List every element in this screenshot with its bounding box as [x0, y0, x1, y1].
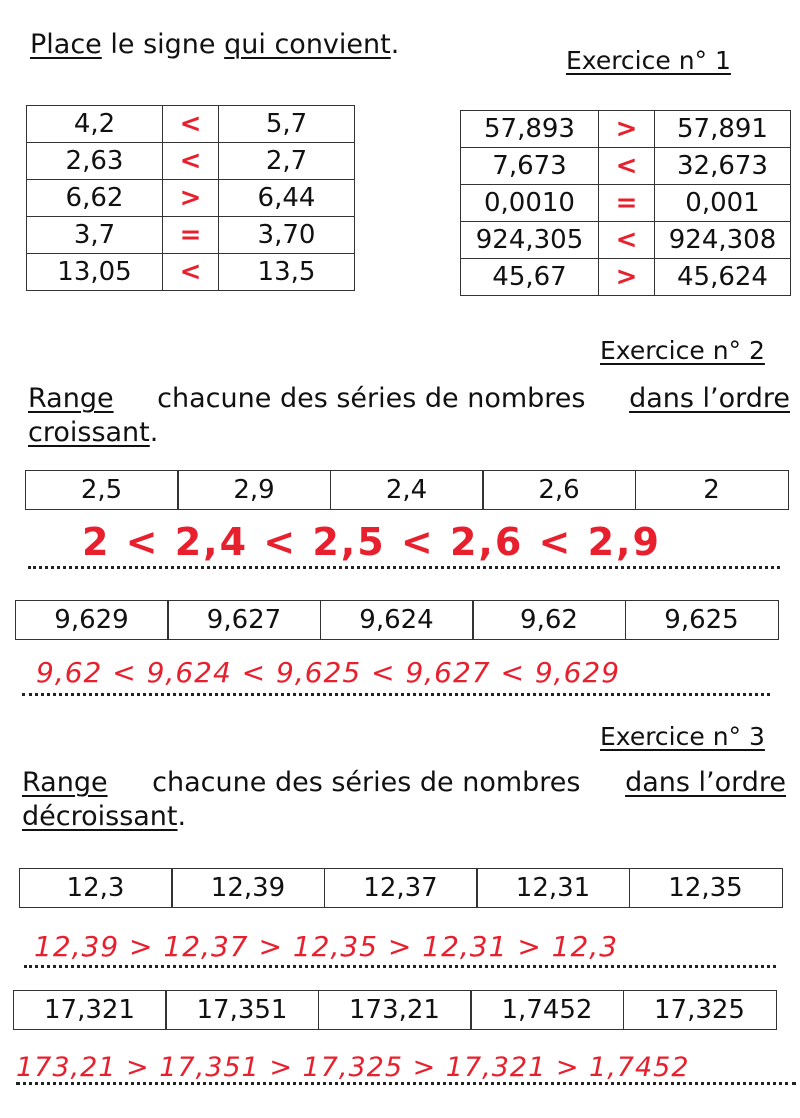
ex3-instruction-end-2: décroissant	[22, 801, 178, 832]
ex2-answer1-line	[28, 566, 780, 569]
value-left: 13,05	[27, 254, 163, 291]
ex3-instruction-end-1: dans l’ordre	[625, 767, 786, 798]
series-number-cell: 2,5	[25, 470, 179, 510]
series-number-cell: 17,325	[623, 990, 777, 1030]
value-left: 45,67	[461, 259, 599, 296]
comparison-sign: >	[599, 259, 655, 296]
value-left: 924,305	[461, 222, 599, 259]
ex2-instruction-mid: chacune des séries de nombres	[157, 383, 586, 414]
ex2-instruction-verb: Range	[28, 383, 114, 414]
ex3-answer1: 12,39 > 12,37 > 12,35 > 12,31 > 12,3	[34, 930, 619, 963]
comparison-row	[461, 185, 791, 222]
series-number-cell: 17,321	[13, 990, 167, 1030]
comparison-sign: =	[599, 185, 655, 222]
value-right: 13,5	[219, 254, 355, 291]
ex3-instruction-mid: chacune des séries de nombres	[152, 767, 581, 798]
ex1-instruction-end: qui convient	[224, 29, 391, 60]
ex2-instruction-end-2: croissant	[28, 417, 150, 448]
series-number-cell: 2,4	[330, 470, 484, 510]
value-left: 57,893	[461, 111, 599, 148]
series-number-cell: 9,625	[625, 600, 779, 640]
ex1-instruction-dot: .	[390, 29, 400, 60]
ex3-instruction	[22, 766, 786, 834]
ex2-title: Exercice n° 2	[600, 336, 765, 365]
comparison-row	[461, 111, 791, 148]
ex3-answer2: 173,21 > 17,351 > 17,325 > 17,321 > 1,7452	[16, 1052, 690, 1083]
ex1-instruction-mid: le signe	[110, 29, 216, 60]
value-right: 2,7	[219, 143, 355, 180]
ex2-series1-row	[26, 470, 789, 510]
ex1-title: Exercice n° 1	[566, 46, 731, 75]
value-right: 45,624	[655, 259, 791, 296]
value-left: 4,2	[27, 106, 163, 143]
series-number-cell: 12,3	[19, 868, 173, 908]
ex3-instruction-dot: .	[177, 801, 187, 832]
series-number-cell: 12,37	[324, 868, 478, 908]
ex2-instruction-dot: .	[149, 417, 159, 448]
comparison-row	[461, 222, 791, 259]
ex2-answer1: 2 < 2,4 < 2,5 < 2,6 < 2,9	[82, 520, 661, 564]
comparison-row	[27, 180, 355, 217]
series-number-cell: 9,62	[472, 600, 626, 640]
ex2-answer2-line	[22, 693, 770, 696]
value-right: 32,673	[655, 148, 791, 185]
ex2-instruction	[28, 382, 790, 450]
series-number-cell: 12,31	[476, 868, 630, 908]
value-left: 7,673	[461, 148, 599, 185]
value-right: 0,001	[655, 185, 791, 222]
value-right: 924,308	[655, 222, 791, 259]
series-number-cell: 2	[635, 470, 789, 510]
comparison-row	[27, 217, 355, 254]
ex2-answer2: 9,62 < 9,624 < 9,625 < 9,627 < 9,629	[36, 656, 621, 689]
ex2-instruction-end-1: dans l’ordre	[629, 383, 790, 414]
value-left: 6,62	[27, 180, 163, 217]
comparison-sign: <	[163, 143, 219, 180]
comparison-row	[27, 254, 355, 291]
value-left: 2,63	[27, 143, 163, 180]
ex1-left-table	[26, 105, 355, 291]
comparison-row	[461, 148, 791, 185]
ex3-series2-row	[14, 990, 777, 1030]
series-number-cell: 1,7452	[470, 990, 624, 1030]
comparison-sign: <	[163, 254, 219, 291]
comparison-row	[461, 259, 791, 296]
ex1-right-table	[460, 110, 791, 296]
ex3-instruction-verb: Range	[22, 767, 108, 798]
comparison-sign: <	[599, 148, 655, 185]
value-right: 57,891	[655, 111, 791, 148]
series-number-cell: 12,39	[171, 868, 325, 908]
comparison-sign: <	[599, 222, 655, 259]
ex3-series1-row	[20, 868, 783, 908]
comparison-row	[27, 106, 355, 143]
ex3-answer1-line	[24, 965, 776, 968]
comparison-sign: <	[163, 106, 219, 143]
value-right: 5,7	[219, 106, 355, 143]
ex1-instruction-verb: Place	[30, 29, 102, 60]
series-number-cell: 9,627	[167, 600, 321, 640]
value-left: 3,7	[27, 217, 163, 254]
series-number-cell: 2,6	[482, 470, 636, 510]
value-left: 0,0010	[461, 185, 599, 222]
comparison-sign: >	[163, 180, 219, 217]
series-number-cell: 173,21	[318, 990, 472, 1030]
ex2-series2-row	[16, 600, 779, 640]
series-number-cell: 17,351	[165, 990, 319, 1030]
series-number-cell: 2,9	[177, 470, 331, 510]
series-number-cell: 12,35	[629, 868, 783, 908]
series-number-cell: 9,629	[15, 600, 169, 640]
ex3-title: Exercice n° 3	[600, 722, 765, 751]
value-right: 3,70	[219, 217, 355, 254]
comparison-row	[27, 143, 355, 180]
series-number-cell: 9,624	[320, 600, 474, 640]
value-right: 6,44	[219, 180, 355, 217]
comparison-sign: >	[599, 111, 655, 148]
comparison-sign: =	[163, 217, 219, 254]
ex1-instruction	[30, 28, 399, 62]
